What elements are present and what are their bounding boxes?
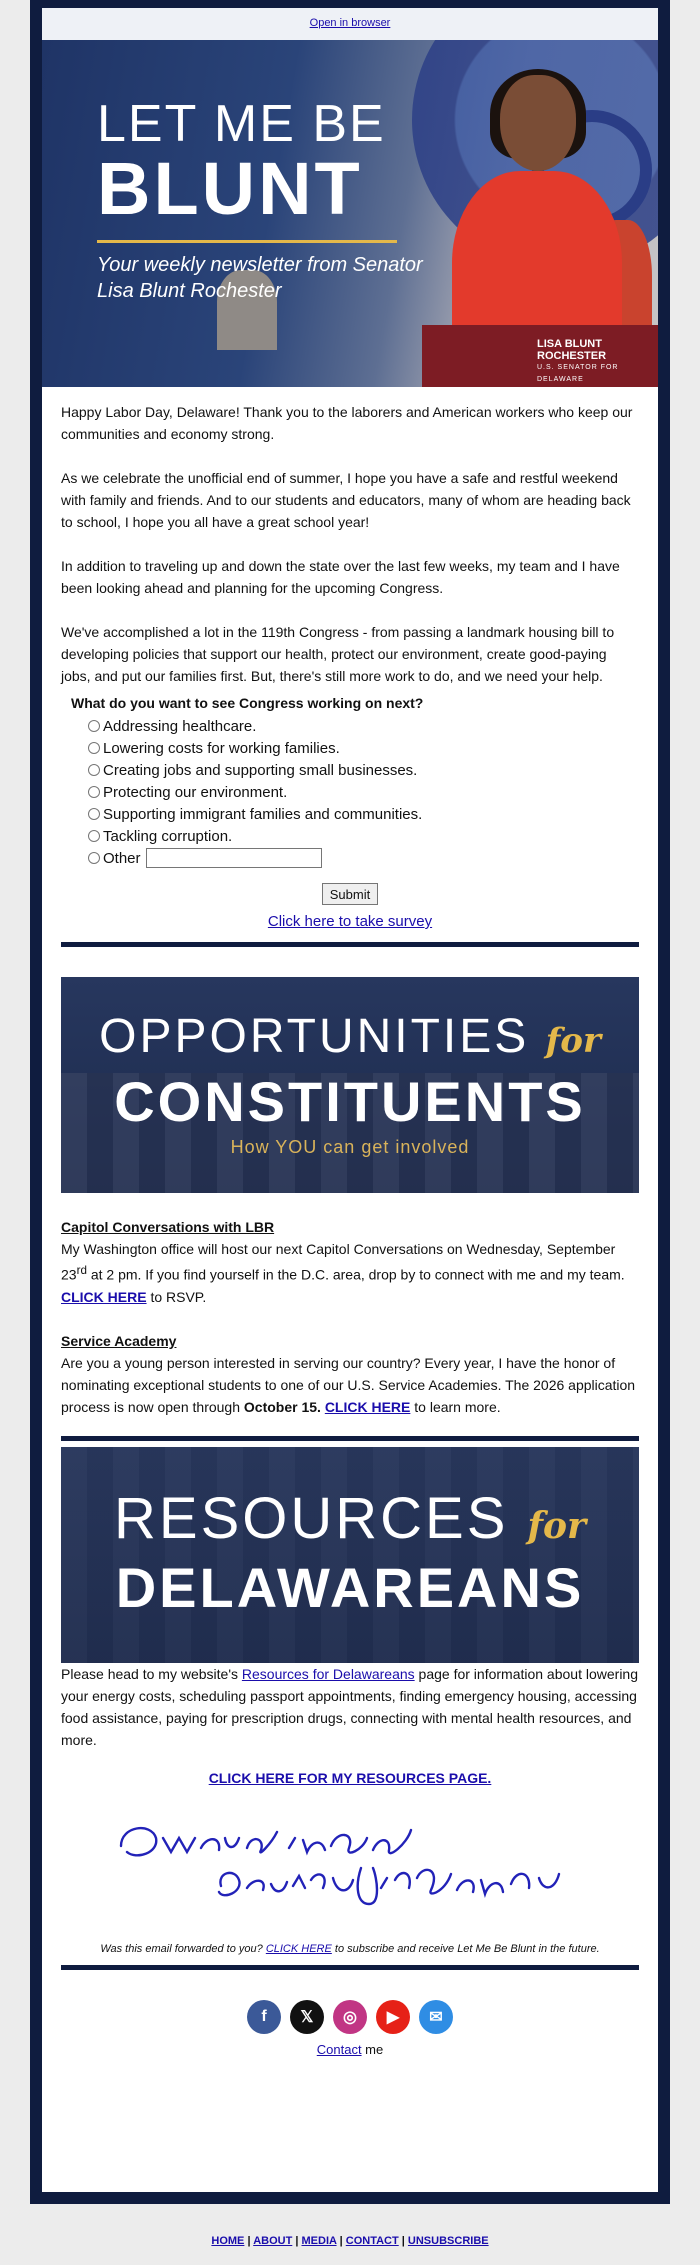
survey-option[interactable] bbox=[61, 737, 639, 759]
text: Was this email forwarded to you? bbox=[100, 1942, 266, 1955]
signature bbox=[61, 1808, 639, 1923]
hero-banner bbox=[42, 40, 658, 387]
option-label: Tackling corruption. bbox=[103, 827, 233, 845]
survey-question: What do you want to see Congress working on next? bbox=[71, 695, 424, 711]
top-bar bbox=[42, 8, 658, 40]
text: me bbox=[361, 2041, 384, 2057]
hero-divider bbox=[97, 240, 397, 243]
capitol-conversations-heading[interactable]: Capitol Conversations with LBR bbox=[61, 1219, 275, 1235]
option-label: Creating jobs and supporting small businesses. bbox=[103, 761, 418, 779]
hero-subtitle: Your weekly newsletter from Senator Lisa Blunt Rochester bbox=[97, 254, 423, 302]
banner-for: for bbox=[527, 1504, 586, 1547]
capitol-conversations-text bbox=[61, 1238, 639, 1308]
text: at 2 pm. If you find yourself in the D.C. area, drop by to connect with me and my team. bbox=[86, 1266, 625, 1283]
survey-option[interactable] bbox=[61, 759, 639, 781]
opportunities-banner bbox=[61, 977, 639, 1193]
radio-button[interactable] bbox=[88, 852, 100, 864]
footer-about-link[interactable]: ABOUT bbox=[253, 2235, 293, 2247]
facebook-icon[interactable]: f bbox=[247, 2000, 281, 2034]
radio-button[interactable] bbox=[88, 786, 100, 798]
learn-more-link[interactable]: CLICK HERE bbox=[324, 1398, 411, 1415]
logo-badge bbox=[537, 338, 658, 386]
radio-button[interactable] bbox=[88, 764, 100, 776]
separator: | bbox=[247, 2235, 251, 2247]
survey-option-other[interactable] bbox=[61, 847, 639, 869]
radio-button[interactable] bbox=[88, 830, 100, 842]
banner-title-line1: OPPORTUNITIES bbox=[99, 1010, 530, 1063]
footer-home-link[interactable]: HOME bbox=[211, 2235, 245, 2247]
separator: | bbox=[295, 2235, 299, 2247]
contact-line bbox=[61, 2042, 639, 2057]
signature-image bbox=[111, 1808, 591, 1918]
survey-form bbox=[61, 695, 639, 930]
text: to learn more. bbox=[410, 1398, 501, 1415]
text: page for information about lowering your energy costs, scheduling passport appointments, finding emergency housing, accessing food assistance, paying for prescription drugs, connecting with mental health resources, and more. bbox=[61, 1665, 638, 1748]
ordinal-suffix: rd bbox=[76, 1264, 87, 1277]
email-frame bbox=[30, 0, 670, 2204]
footer-nav bbox=[0, 2235, 700, 2247]
social-links bbox=[61, 2000, 639, 2034]
other-text-input[interactable] bbox=[146, 848, 322, 868]
footer-contact-link[interactable]: CONTACT bbox=[345, 2235, 399, 2247]
option-label: Addressing healthcare. bbox=[103, 717, 257, 735]
email-icon[interactable]: ✉ bbox=[419, 2000, 453, 2034]
option-label: Other bbox=[103, 849, 141, 867]
text: Please head to my website's bbox=[61, 1665, 242, 1682]
option-label: Protecting our environment. bbox=[103, 783, 288, 801]
banner-for: for bbox=[545, 1021, 601, 1061]
logo-name: LISA BLUNT ROCHESTER bbox=[537, 338, 607, 362]
banner-subtitle: How YOU can get involved bbox=[230, 1137, 470, 1157]
separator: | bbox=[339, 2235, 343, 2247]
option-label: Supporting immigrant families and communities. bbox=[103, 805, 423, 823]
resources-link[interactable]: Resources for Delawareans bbox=[241, 1665, 415, 1682]
survey-option[interactable] bbox=[61, 715, 639, 737]
x-icon[interactable]: 𝕏 bbox=[290, 2000, 324, 2034]
submit-button[interactable]: Submit bbox=[322, 883, 378, 905]
radio-button[interactable] bbox=[88, 742, 100, 754]
text: to subscribe and receive Let Me Be Blunt in the future. bbox=[331, 1942, 600, 1955]
intro-paragraph-3: In addition to traveling up and down the state over the last few weeks, my team and I have been looking ahead and planning for the upcoming Congress. bbox=[61, 558, 620, 596]
service-academy-heading[interactable]: Service Academy bbox=[61, 1332, 177, 1349]
survey-option[interactable] bbox=[61, 825, 639, 847]
text: My Washington office will host our next Capitol Conversations on Wednesday, September 23 bbox=[61, 1241, 616, 1283]
youtube-icon[interactable]: ▶ bbox=[376, 2000, 410, 2034]
deadline: October 15. bbox=[243, 1398, 321, 1415]
option-label: Lowering costs for working families. bbox=[103, 739, 340, 757]
hero-title-line2: BLUNT bbox=[97, 147, 363, 230]
intro-paragraph-2: As we celebrate the unofficial end of summer, I hope you have a safe and restful weekend with family and friends. And to our students and educators, many of whom are heading back to school, I hope you all have a great school year! bbox=[61, 470, 631, 530]
survey-option[interactable] bbox=[61, 781, 639, 803]
radio-button[interactable] bbox=[88, 720, 100, 732]
contact-link[interactable]: Contact bbox=[316, 2041, 362, 2057]
radio-button[interactable] bbox=[88, 808, 100, 820]
open-in-browser-link[interactable]: Open in browser bbox=[309, 17, 391, 29]
subscribe-link[interactable]: CLICK HERE bbox=[265, 1942, 332, 1955]
service-academy-text bbox=[61, 1352, 639, 1418]
banner-title-line1: RESOURCES bbox=[114, 1485, 509, 1551]
forward-notice bbox=[61, 1943, 639, 1955]
resources-text bbox=[61, 1663, 639, 1751]
take-survey-link[interactable]: Click here to take survey bbox=[267, 913, 433, 930]
footer-media-link[interactable]: MEDIA bbox=[301, 2235, 337, 2247]
intro-paragraph-1: Happy Labor Day, Delaware! Thank you to the laborers and American workers who keep our communities and economy strong. bbox=[61, 404, 633, 442]
intro-paragraph-4: We've accomplished a lot in the 119th Congress - from passing a landmark housing bill to developing policies that support our health, protect our environment, create good-paying jobs, and put our families first. But, there's still more work to do, and we need your help. bbox=[61, 624, 615, 684]
resources-banner bbox=[61, 1447, 639, 1663]
footer-unsubscribe-link[interactable]: UNSUBSCRIBE bbox=[407, 2235, 489, 2247]
banner-title-line2: DELAWAREANS bbox=[115, 1555, 585, 1619]
rsvp-link[interactable]: CLICK HERE bbox=[61, 1288, 147, 1305]
hero-title-line1: LET ME BE bbox=[97, 95, 386, 153]
text: Are you a young person interested in serving our country? Every year, I have the honor of nominating exceptional students to one of our U.S. Service Academies. The 2026 application process is now open through bbox=[61, 1354, 636, 1415]
text: to RSVP. bbox=[146, 1288, 207, 1305]
survey-option[interactable] bbox=[61, 803, 639, 825]
logo-sub: U.S. SENATOR FOR DELAWARE bbox=[537, 364, 619, 383]
separator: | bbox=[401, 2235, 405, 2247]
instagram-icon[interactable]: ◎ bbox=[333, 2000, 367, 2034]
banner-title-line2: CONSTITUENTS bbox=[114, 1070, 586, 1133]
email-card bbox=[42, 8, 658, 2192]
resources-cta-link[interactable]: CLICK HERE FOR MY RESOURCES PAGE. bbox=[208, 1769, 492, 1786]
